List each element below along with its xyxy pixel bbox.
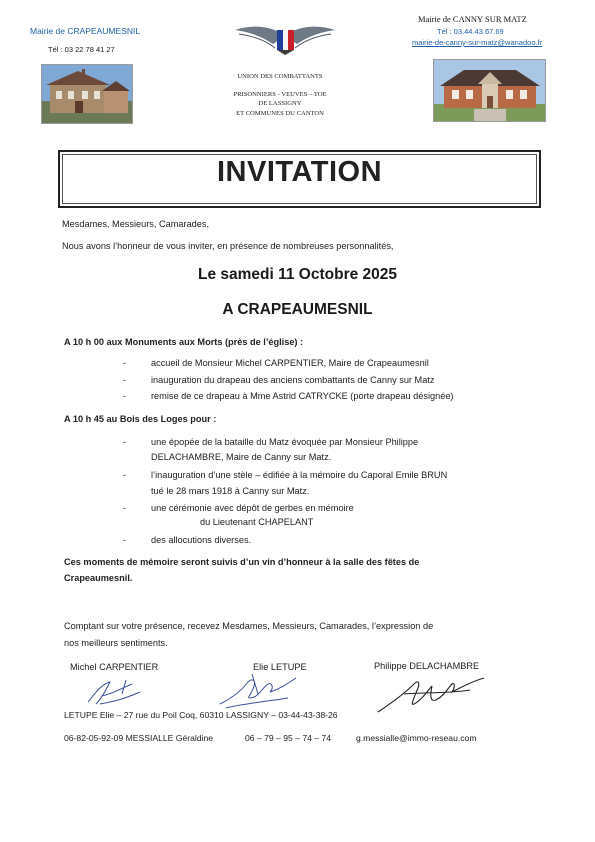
closing-bold-line-2: Crapeaumesnil.: [64, 573, 133, 583]
list-item: - des allocutions diverses.: [123, 535, 252, 545]
closing-line-2: nos meilleurs sentiments.: [64, 638, 168, 648]
list-item: - accueil de Monsieur Michel CARPENTIER, Maire de Crapeaumesnil: [123, 358, 429, 368]
list-item-continued: tué le 28 mars 1918 à Canny sur Matz.: [151, 486, 310, 496]
combattants-emblem: [233, 22, 337, 56]
canny-mairie-photo: [433, 59, 546, 122]
footer-email[interactable]: g.messialle@immo-reseau.com: [356, 733, 477, 743]
section2-heading: A 10 h 45 au Bois des Loges pour :: [64, 414, 217, 424]
mairie-canny-email[interactable]: mairie-de-canny-sur-matz@wanadoo.fr: [412, 38, 543, 47]
footer-address: LETUPE Elie – 27 rue du Poil Coq, 60310 LASSIGNY – 03-44-43-38-26: [64, 710, 338, 720]
section1-heading: A 10 h 00 aux Monuments aux Morts (près de l’église) :: [64, 337, 304, 347]
signatory-letupe: Elie LETUPE: [253, 662, 307, 672]
signatory-delachambre: Philippe DELACHAMBRE: [374, 661, 480, 671]
list-item-continued: du Lieutenant CHAPELANT: [200, 517, 314, 527]
footer-phone-messialle: 06-82-05-92-09 MESSIALLE Géraldine: [64, 733, 214, 743]
invitation-title: INVITATION: [216, 156, 383, 188]
closing-line-1: Comptant sur votre présence, recevez Mesdames, Messieurs, Camarades, l’expression de: [64, 621, 434, 631]
mairie-canny-tel: Tél : 03.44.43.67.69: [437, 27, 504, 36]
signature-letupe: [212, 668, 304, 712]
mairie-crapeaumesnil-tel: Tél : 03 22 78 41 27: [48, 45, 115, 54]
signature-delachambre: [374, 672, 490, 716]
association-name: [210, 72, 350, 118]
closing-bold-line-1: Ces moments de mémoire seront suivis d’un vin d’honneur à la salle des fêtes de: [64, 557, 420, 567]
event-date: Le samedi 11 Octobre 2025: [197, 266, 398, 283]
list-item: - une épopée de la bataille du Matz évoquée par Monsieur Philippe: [123, 437, 419, 447]
list-item: - une cérémonie avec dépôt de gerbes en mémoire: [123, 503, 354, 513]
footer-phone-2: 06 – 79 – 95 – 74 – 74: [245, 733, 332, 743]
intro-text: Nous avons l’honneur de vous inviter, en présence de nombreuses personnalités,: [62, 241, 394, 251]
list-item-continued: DELACHAMBRE, Maire de Canny sur Matz.: [151, 452, 332, 462]
list-item: - inauguration du drapeau des anciens combattants de Canny sur Matz: [123, 375, 435, 385]
association-line-2: PRISONNIERS - VEUVES – TOE: [233, 90, 327, 98]
signatory-carpentier: Michel CARPENTIER: [70, 662, 159, 672]
association-line-4: ET COMMUNES DU CANTON: [236, 109, 324, 117]
signature-carpentier: [82, 674, 152, 710]
greeting: Mesdames, Messieurs, Camarades,: [62, 219, 210, 229]
mairie-canny-title: Mairie de CANNY SUR MATZ: [418, 14, 527, 24]
association-line-1: UNION DES COMBATTANTS: [237, 73, 323, 80]
list-item: - l’inauguration d’une stèle – édifiée à la mémoire du Caporal Emile BRUN: [123, 470, 448, 480]
mairie-crapeaumesnil-title: Mairie de CRAPEAUMESNIL: [30, 26, 141, 36]
event-place: A CRAPEAUMESNIL: [222, 301, 373, 318]
association-line-3: DE LASSIGNY: [258, 100, 302, 108]
list-item: - remise de ce drapeau à Mme Astrid CATRYCKE (porte drapeau désignée): [123, 391, 454, 401]
crapeaumesnil-mairie-photo: [41, 64, 133, 124]
